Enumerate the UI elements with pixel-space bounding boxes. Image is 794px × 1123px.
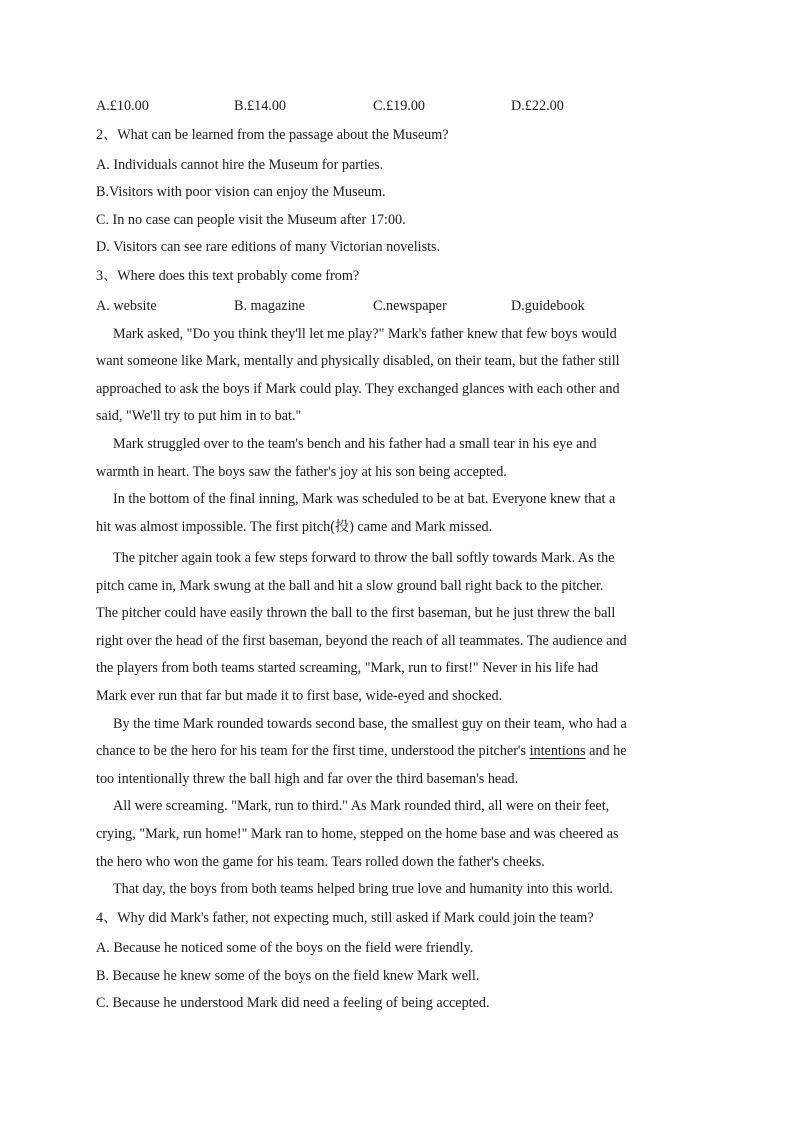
passage-p6-line2: crying, "Mark, run home!" Mark ran to home, stepped on the home base and was cheered as [96, 826, 619, 842]
passage-p5-line3: too intentionally threw the ball high and far over the third baseman's head. [96, 771, 519, 787]
q1-option-b[interactable]: B.£14.00 [234, 98, 287, 114]
passage-p4-line1: The pitcher again took a few steps forward to throw the ball softly towards Mark. As the [113, 550, 615, 566]
q1-option-d[interactable]: D.£22.00 [511, 98, 564, 114]
passage-p3-line2: hit was almost impossible. The first pitch(投) came and Mark missed. [96, 519, 493, 535]
q2-option-c[interactable]: C. In no case can people visit the Museum after 17:00. [96, 212, 406, 228]
passage-p1-line2: want someone like Mark, mentally and physically disabled, on their team, but the father still [96, 353, 620, 369]
q2-option-d[interactable]: D. Visitors can see rare editions of many Victorian novelists. [96, 239, 441, 255]
q4-stem: 4、Why did Mark's father, not expecting much, still asked if Mark could join the team? [96, 910, 594, 926]
q2-stem: 2、What can be learned from the passage about the Museum? [96, 127, 449, 143]
q1-option-a[interactable]: A.£10.00 [96, 98, 149, 114]
passage-p4-line3: The pitcher could have easily thrown the ball to the first baseman, but he just threw the ball [96, 605, 616, 621]
passage-p7-line1: That day, the boys from both teams helped bring true love and humanity into this world. [113, 881, 613, 897]
passage-p5-line2 [96, 742, 627, 760]
passage-p2-line2: warmth in heart. The boys saw the father's joy at his son being accepted. [96, 464, 507, 480]
q4-option-a[interactable]: A. Because he noticed some of the boys on the field were friendly. [96, 940, 474, 956]
passage-p4-line2: pitch came in, Mark swung at the ball and hit a slow ground ball right back to the pitcher. [96, 578, 604, 594]
passage-p1-line3: approached to ask the boys if Mark could play. They exchanged glances with each other and [96, 381, 620, 397]
passage-p1-line1: Mark asked, "Do you think they'll let me play?" Mark's father knew that few boys would [113, 326, 617, 342]
passage-p6-line1: All were screaming. "Mark, run to third." As Mark rounded third, all were on their feet, [113, 798, 610, 814]
q2-option-a[interactable]: A. Individuals cannot hire the Museum for parties. [96, 157, 384, 173]
q1-option-c[interactable]: C.£19.00 [373, 98, 426, 114]
passage-p2-line1: Mark struggled over to the team's bench and his father had a small tear in his eye and [113, 436, 597, 452]
p5-text-before: chance to be the hero for his team for the first time, understood the pitcher's [96, 743, 530, 759]
p5-text-after: and he [585, 743, 627, 759]
q3-stem: 3、Where does this text probably come from? [96, 268, 360, 284]
passage-p5-line1: By the time Mark rounded towards second base, the smallest guy on their team, who had a [113, 716, 627, 732]
q3-option-a[interactable]: A. website [96, 298, 157, 314]
q4-option-c[interactable]: C. Because he understood Mark did need a feeling of being accepted. [96, 995, 490, 1011]
underlined-word-intentions: intentions [529, 743, 586, 759]
passage-p4-line5: the players from both teams started screaming, "Mark, run to first!" Never in his life had [96, 660, 599, 676]
passage-p4-line4: right over the head of the first baseman, beyond the reach of all teammates. The audience and [96, 633, 627, 649]
q4-option-b[interactable]: B. Because he knew some of the boys on the field knew Mark well. [96, 968, 480, 984]
q3-option-b[interactable]: B. magazine [234, 298, 305, 314]
q3-option-c[interactable]: C.newspaper [373, 298, 447, 314]
passage-p1-line4: said, "We'll try to put him in to bat." [96, 408, 302, 424]
passage-p3-line1: In the bottom of the final inning, Mark was scheduled to be at bat. Everyone knew that a [113, 491, 616, 507]
q2-option-b[interactable]: B.Visitors with poor vision can enjoy the Museum. [96, 184, 386, 200]
q3-option-d[interactable]: D.guidebook [511, 298, 585, 314]
passage-p4-line6: Mark ever run that far but made it to first base, wide-eyed and shocked. [96, 688, 503, 704]
passage-p6-line3: the hero who won the game for his team. Tears rolled down the father's cheeks. [96, 854, 545, 870]
